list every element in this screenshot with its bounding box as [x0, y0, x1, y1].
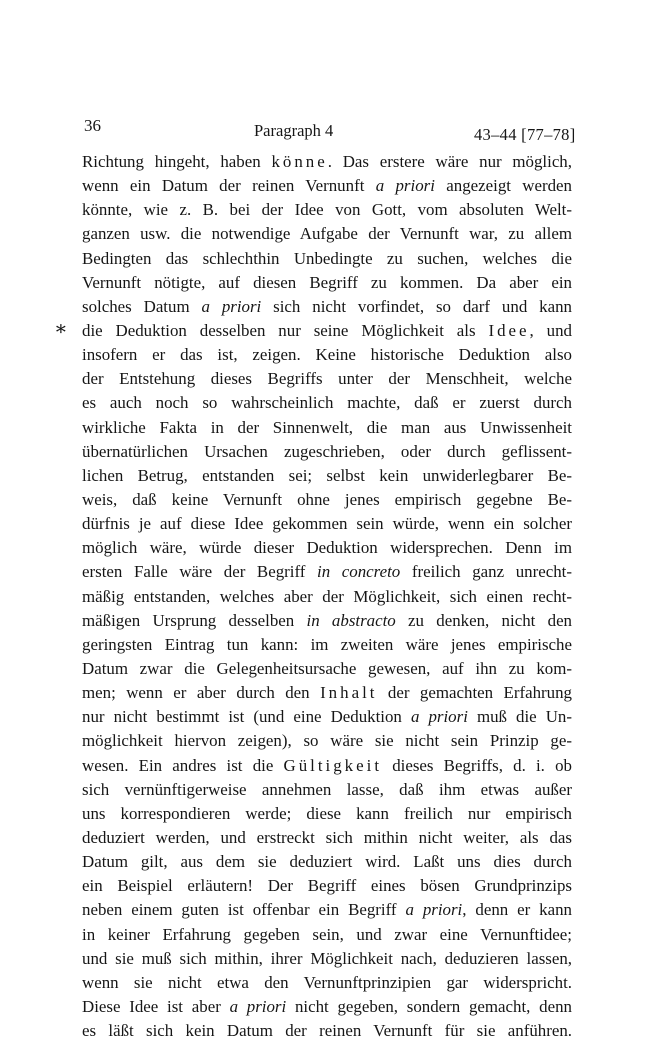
- text-line: [82, 198, 572, 222]
- text-line: [82, 754, 572, 778]
- margin-star-marker: ∗: [54, 318, 68, 340]
- text-run: Diese Idee ist aber: [82, 996, 230, 1016]
- page-number: 36: [84, 116, 101, 135]
- text-run: nur nicht bestimmt ist (und eine Deduktion: [82, 707, 411, 727]
- italic-term: a priori: [375, 176, 435, 196]
- text-line: [82, 247, 572, 271]
- text-line: [82, 367, 572, 391]
- italic-term: in abstracto: [306, 610, 396, 630]
- text-run: ganzen usw. die notwendige Aufgabe der Vernunft war, zu allem: [82, 224, 572, 244]
- text-run: weis, daß keine Vernunft ohne jenes empirisch gegebne Be-: [82, 489, 572, 509]
- text-run: uns korrespondieren werde; diese kann freilich nur empirisch: [82, 803, 572, 823]
- text-run: muß die Un-: [467, 707, 573, 727]
- text-run: möglich wäre, würde dieser Deduktion widersprechen. Denn im: [82, 538, 572, 558]
- text-line: [82, 971, 572, 995]
- text-line: [82, 923, 572, 947]
- text-line: [82, 295, 572, 319]
- text-run: angezeigt werden: [434, 176, 572, 196]
- italic-term: a priori: [405, 900, 463, 920]
- text-line: [82, 391, 572, 415]
- text-run: zu denken, nicht den: [395, 610, 573, 630]
- text-run: Bedingten das schlechthin Unbedingte zu suchen, welches die: [82, 248, 572, 268]
- text-run: sich vernünftigerweise annehmen lasse, daß ihm etwas außer: [82, 779, 572, 799]
- spaced-emphasis: Inhalt: [320, 683, 378, 703]
- text-run: lichen Betrug, entstanden sei; selbst kein unwiderlegbarer Be-: [82, 465, 572, 485]
- text-run: Vernunft nötigte, auf diesen Begriff zu kommen. Da aber ein: [82, 272, 572, 292]
- italic-term: a priori: [229, 996, 287, 1016]
- text-run: dürfnis je auf diese Idee gekommen sein würde, wenn ein solcher: [82, 514, 572, 534]
- text-line: [82, 850, 572, 874]
- text-line: [82, 681, 572, 705]
- text-line: [82, 416, 572, 440]
- text-run: Richtung hingeht, haben: [82, 152, 272, 171]
- text-line: [82, 512, 572, 536]
- text-run: solches Datum: [82, 296, 202, 316]
- text-run: in keiner Erfahrung gegeben sein, und zwar eine Vernunftidee;: [82, 924, 572, 944]
- text-line: [82, 319, 572, 343]
- text-run: dieses Begriffs, d. i. ob: [382, 755, 572, 775]
- text-run: , denn er kann: [462, 900, 572, 920]
- running-title: Paragraph 4: [254, 121, 334, 140]
- text-line: [82, 343, 572, 367]
- text-run: ersten Falle wäre der Begriff: [82, 562, 318, 582]
- text-run: Datum gilt, aus dem sie deduziert wird. Laßt uns dies durch: [82, 852, 572, 872]
- text-run: und sie muß sich mithin, ihrer Möglichkeit nach, deduzieren lassen,: [82, 948, 572, 968]
- text-line: [82, 729, 572, 753]
- text-run: Datum zwar die Gelegenheitsursache gewesen, auf ihn zu kom-: [82, 658, 572, 678]
- text-run: es läßt sich kein Datum der reinen Vernunft für sie anführen.: [82, 1021, 572, 1041]
- text-run: sich nicht vorfindet, so darf und kann: [261, 296, 572, 316]
- text-line: [82, 826, 572, 850]
- text-line: [82, 947, 572, 971]
- text-run: ein Beispiel erläutern! Der Begriff eines bösen Grundprinzips: [82, 876, 572, 896]
- text-line: [82, 440, 572, 464]
- text-line: [82, 464, 572, 488]
- section-reference: 43–44 [77–78]: [474, 125, 576, 144]
- text-line: [82, 1019, 572, 1043]
- text-run: mäßig entstanden, welches aber der Möglichkeit, sich einen recht-: [82, 586, 572, 606]
- text-run: wenn sie nicht etwa den Vernunftprinzipien gar widerspricht.: [82, 972, 572, 992]
- text-line: [82, 874, 572, 898]
- text-run: wesen. Ein andres ist die: [82, 755, 284, 775]
- text-line: [82, 585, 572, 609]
- text-run: geringsten Eintrag tun kann: im zweiten wäre jenes empirische: [82, 634, 572, 654]
- spaced-emphasis: könne: [271, 152, 328, 171]
- text-run: deduziert werden, und erstreckt sich mithin nicht weiter, als das: [82, 827, 572, 847]
- text-line: [82, 633, 572, 657]
- body-text: [82, 150, 572, 1043]
- text-run: freilich ganz unrecht-: [400, 562, 572, 582]
- text-line: [82, 271, 572, 295]
- text-line: [82, 560, 572, 584]
- text-run: . Das erstere wäre nur möglich,: [327, 152, 572, 171]
- text-line: [82, 150, 572, 174]
- text-run: die Deduktion desselben nur seine Möglichkeit als: [82, 320, 489, 340]
- text-run: insofern er das ist, zeigen. Keine historische Deduktion also: [82, 345, 572, 365]
- text-run: neben einem guten ist offenbar ein Begriff: [82, 900, 406, 920]
- text-line: [82, 705, 572, 729]
- text-run: nicht gegeben, sondern gemacht, denn: [286, 996, 572, 1016]
- text-line: [82, 898, 572, 922]
- text-line: [82, 802, 572, 826]
- text-run: wenn ein Datum der reinen Vernunft: [82, 176, 376, 196]
- italic-term: a priori: [201, 296, 262, 316]
- text-run: übernatürlichen Ursachen zugeschrieben, oder durch geflissent-: [82, 441, 572, 461]
- text-run: der gemachten Erfahrung: [377, 683, 572, 703]
- text-line: [82, 609, 572, 633]
- text-run: , und: [529, 320, 573, 340]
- text-run: könnte, wie z. B. bei der Idee von Gott, vom absoluten Welt-: [82, 200, 572, 220]
- text-line: [82, 174, 572, 198]
- text-line: [82, 657, 572, 681]
- text-line: [82, 536, 572, 560]
- text-run: möglichkeit hiervon zeigen), so wäre sie nicht sein Prinzip ge-: [82, 731, 572, 751]
- text-line: [82, 222, 572, 246]
- text-run: es auch noch so wahrscheinlich machte, daß er zuerst durch: [82, 393, 572, 413]
- spaced-emphasis: Gültigkeit: [283, 755, 383, 775]
- italic-term: a priori: [410, 707, 468, 727]
- text-run: wirkliche Fakta in der Sinnenwelt, die man aus Unwissenheit: [82, 417, 572, 437]
- italic-term: in concreto: [317, 562, 401, 582]
- text-line: [82, 995, 572, 1019]
- text-run: mäßigen Ursprung desselben: [82, 610, 307, 630]
- text-line: [82, 488, 572, 512]
- spaced-emphasis: Idee: [488, 320, 530, 340]
- text-run: der Entstehung dieses Begriffs unter der Menschheit, welche: [82, 369, 572, 389]
- page-header: [0, 0, 650, 150]
- text-run: men; wenn er aber durch den: [82, 683, 321, 703]
- text-line: [82, 778, 572, 802]
